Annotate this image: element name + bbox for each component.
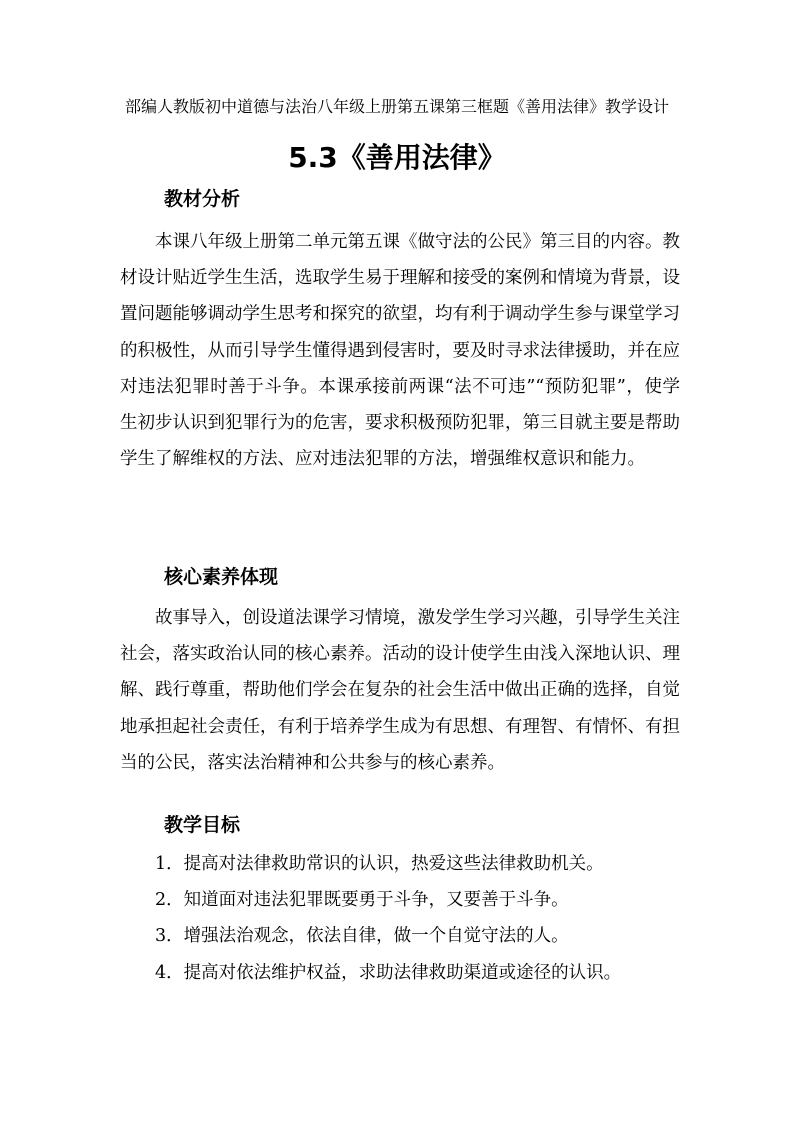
list-item: 3．增强法治观念，依法自律，做一个自觉守法的人。 (155, 926, 569, 947)
section-heading-textbook-analysis: 教材分析 (164, 188, 241, 210)
section-paragraph-core-literacy: 故事导入，创设道法课学习情境，激发学生学习兴趣，引导学生关注社会，落实政治认同的核心素养。活动的设计使学生由浅入深地认识、理解、践行尊重，帮助他们学会在复杂的社会生活中做出正确的选择，自觉地承担起社会责任，有利于培养学生成为有思想、有理智、有情怀、有担当的公民，落实法治精神和公共参与的核心素养。 (120, 608, 680, 773)
document-header: 部编人教版初中道德与法治八年级上册第五课第三框题《善用法律》教学设计 (124, 97, 669, 116)
list-item: 1．提高对法律救助常识的认识，热爱这些法律救助机关。 (155, 854, 604, 874)
list-item: 2．知道面对违法犯罪既要勇于斗争，又要善于斗争。 (155, 890, 569, 911)
teaching-goals-list (120, 846, 680, 991)
section-paragraph-textbook-analysis: 本课八年级上册第二单元第五课《做守法的公民》第三目的内容。教材设计贴近学生生活，选取学生易于理解和接受的案例和情境为背景，设置问题能够调动学生思考和探究的欲望，均有利于调动学生参与课堂学习的积极性，从而引导学生懂得遇到侵害时，要及时寻求法律援助，并在应对违法犯罪时善于斗争。本课承接前两课“法不可违”“预防犯罪”，使学生初步认识到犯罪行为的危害，要求积极预防犯罪，第三目就主要是帮助学生了解维权的方法、应对违法犯罪的方法，增强维权意识和能力。 (120, 232, 680, 470)
section-heading-core-literacy: 核心素养体现 (164, 566, 279, 588)
list-item: 4．提高对依法维护权益，求助法律救助渠道或途径的认识。 (155, 962, 622, 983)
section-heading-teaching-goals: 教学目标 (164, 814, 241, 836)
document-title: 5.3《善用法律》 (288, 141, 506, 174)
